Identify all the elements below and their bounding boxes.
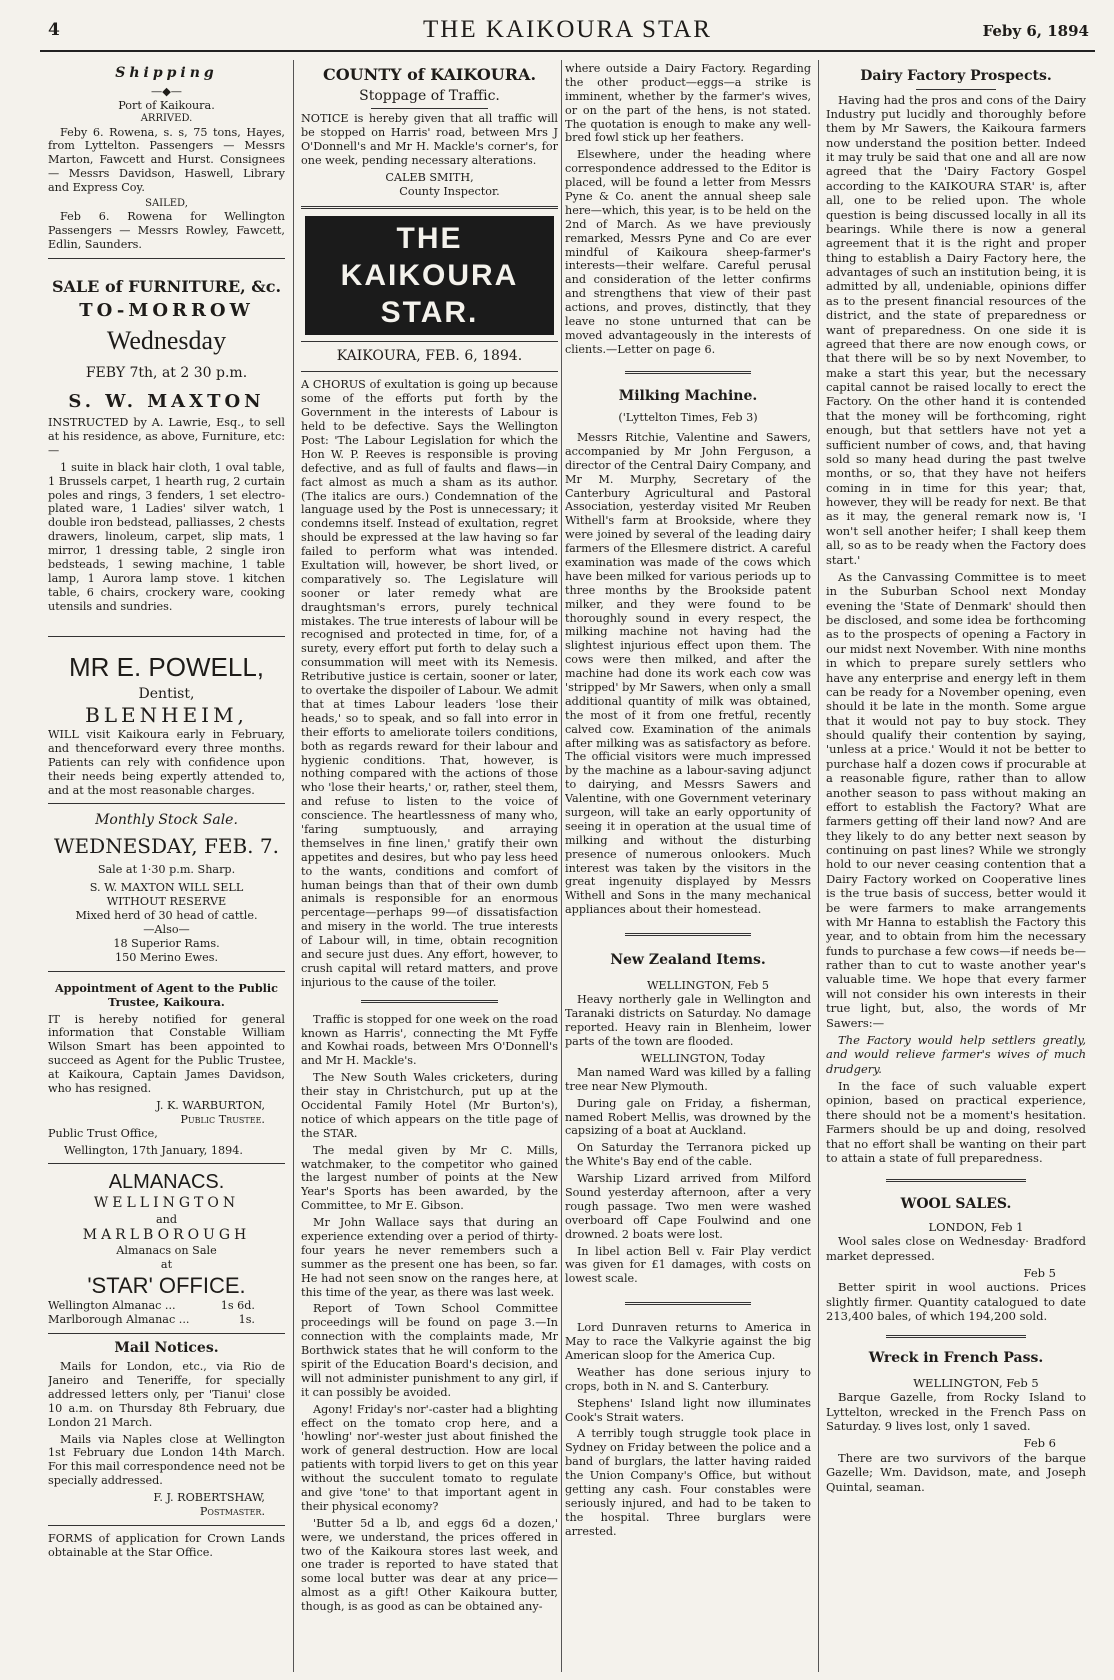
county-role: County Inspector. <box>399 184 500 198</box>
news-paragraph: Elsewhere, under the heading where correspondence addressed to the Editor is placed, will be found a letter from Messrs Pyne & Co. anent the annual sheep sale here—which, this year, is to be held on the 2nd of March. As we have previously remarked, Messrs Pyne and Co are ever mindful of Kaikoura sheep-farmer's interests—their welfare. Careful perusal and consideration of the letter confirms and strengthens that view of their past actions, and proves, distinctly, that they leave no stone unturned that can be moved advantageously in the interests of clients.—Letter on page 6. <box>565 148 811 356</box>
county-signature: CALEB SMITH, <box>385 170 474 184</box>
dairy-quote: The Factory would help settlers greatly, and would relieve farmer's wives of much drudgery. <box>826 1032 1086 1076</box>
sailed-label: SAILED, <box>145 197 188 209</box>
shipping-section <box>48 65 285 252</box>
local-items <box>301 1013 558 1614</box>
county-notice <box>301 65 558 199</box>
wool-heading: WOOL SALES. <box>900 1196 1012 1213</box>
wreck-heading: Wreck in French Pass. <box>868 1350 1044 1367</box>
price-item: Marlborough Almanac ... <box>48 1312 190 1326</box>
column-1 <box>48 62 285 1672</box>
news-paragraph: Lord Dunraven returns to America in May to race the Valkyrie against the big American sloop for the America Cup. <box>565 1321 811 1362</box>
wool-paragraph: Wool sales close on Wednesday· Bradford market depressed. <box>826 1234 1086 1263</box>
dentist-name: MR E. POWELL, <box>68 651 265 682</box>
price-row <box>48 1299 285 1313</box>
sale-items: 1 suite in black hair cloth, 1 oval table, 1 Brussels carpet, 1 hearth rug, 2 curtain poles and rings, 3 fenders, 1 set electro-plated ware, 1 Ladies' silver watch, 1 double iron bedstead, palliasses, 2 chests drawers, linoleum, carpet, slip mats, 1 mirror, 1 dressing table, 2 single iron bedsteads, 1 sewing machine, 1 table lamp, 1 Aurora lamp stove. 1 kitchen table, 6 chairs, crockery ware, cooking utensils and sundries. <box>48 460 285 613</box>
dateline: WELLINGTON, Feb 5 <box>646 979 770 993</box>
stock-item: 18 Superior Rams. <box>113 937 220 951</box>
dairy-text: In the face of such valuable expert opinion, based on practical experience, there should not be a moment's hesitation. Farmers should be up and doing, resolved that no effort shall be wanting on their part to attain a state of full preparedness. <box>826 1079 1086 1165</box>
county-sub: Stoppage of Traffic. <box>359 87 500 104</box>
rule <box>301 206 558 209</box>
rule <box>48 1525 285 1526</box>
rule <box>48 1163 285 1164</box>
trustee-heading: Appointment of Agent to the Public Trustee, Kaikoura. <box>55 980 278 1009</box>
issue-date: Feby 6, 1894 <box>982 22 1089 40</box>
rule <box>371 108 488 109</box>
stock-sale-ad <box>48 812 285 964</box>
mail-signature: F. J. ROBERTSHAW, <box>153 1491 265 1505</box>
mail-text: Mails via Naples close at Wellington 1st February due London 14th March. For this mail correspondence need not be specially addressed. <box>48 1432 285 1488</box>
furniture-sale-ad <box>48 277 285 614</box>
page-number: 4 <box>48 20 60 40</box>
news-paragraph: 'Butter 5d a lb, and eggs 6d a dozen,' were, we understand, the prices offered in two of the Kaikoura stores last week, and one trader is reported to have stated that some local butter was dear at any price—almost as a gift! Other Kaikoura butter, though, is as good as can be obtained any- <box>301 1516 558 1614</box>
wool-sales <box>826 1196 1086 1323</box>
stock-line1: S. W. MAXTON WILL SELL <box>89 881 244 895</box>
rule <box>301 371 558 372</box>
county-heading: COUNTY of KAIKOURA. <box>322 65 537 84</box>
price-item: Wellington Almanac ... <box>48 1298 176 1312</box>
almanacs-ad <box>48 1170 285 1326</box>
rule <box>48 258 285 259</box>
rule <box>301 341 558 342</box>
rule <box>916 89 996 90</box>
news-paragraph: The New South Wales cricketers, during their stay in Christchurch, put up at the Occidental Family Hotel (Mr Burton's), notice of which appears on the title page of the STAR. <box>301 1071 558 1140</box>
nz-paragraph: Man named Ward was killed by a falling tree near New Plymouth. <box>565 1065 811 1093</box>
rule <box>886 1335 1026 1338</box>
nz-paragraph: In libel action Bell v. Fair Play verdict was given for £1 damages, with costs on lowest scale. <box>565 1244 811 1286</box>
sailed-text: Feb 6. Rowena for Wellington Passengers — Messrs Rowley, Fawcett, Edlin, Saunders. <box>48 210 285 252</box>
column-divider <box>293 60 294 1672</box>
almanacs-wellington: WELLINGTON <box>93 1195 240 1212</box>
stock-line2: WITHOUT RESERVE <box>106 895 227 909</box>
newspaper-title: THE KAIKOURA STAR <box>423 16 712 43</box>
trustee-text: IT is hereby notified for general information that Constable William Wilson Smart has been appointed to succeed as Agent for the Public Trustee, at Kaikoura, Captain James Davidson, who has resigned. <box>48 1012 285 1096</box>
arrived-label: ARRIVED. <box>140 113 193 125</box>
news-paragraph: Agony! Friday's nor'-caster had a blighting effect on the tomato crop here, and a 'howling' nor'-wester just about finished the work of general destruction. How are local patients with torpid livers to get on this year without the succulent tomato to regulate and give 'tone' to that important agent in their physical economy? <box>301 1402 558 1513</box>
forms-notice: FORMS of application for Crown Lands obtainable at the Star Office. <box>48 1531 285 1559</box>
dateline: WELLINGTON, Feb 5 <box>913 1375 1039 1390</box>
column-3 <box>565 62 811 1672</box>
dateline: LONDON, Feb 1 <box>928 1219 1024 1234</box>
column-4 <box>826 62 1086 1672</box>
dateline: Feb 5 <box>1023 1265 1056 1280</box>
news-paragraph: Stephens' Island light now illuminates Cook's Strait waters. <box>565 1396 811 1424</box>
stock-date: WEDNESDAY, FEB. 7. <box>54 833 279 858</box>
editorial-text: A CHORUS of exultation is going up because some of the efforts put forth by the Government in the interests of Labour is held to be defective. Says the Wellington Post: 'The Labour Legislation for which the Hon W. P. Reeves is responsible is proving defective, and as full of faults and flaws—in fact almost as much a sham as its author. (The italics are ours.) Condemnation of the language used by the Post is unnecessary; it condemns itself. Instead of exultation, regret should be expressed at the law having so far failed to perform what was intended. Exultation will, however, be short lived, or comparatively so. The Legislature will sooner or later remedy what are draughtsman's errors, purely technical mistakes. The true interests of labour will be recognised and protected in time, for, of a surety, every effort put forth to delay such a consummation will meet with its Nemesis. Retributive justice is certain, sooner or later, to overtake the dispoiler of Labour. We admit that at times Labour leaders 'lose their heads,' so to speak, and so fall into error in their efforts to ameliorate toilers conditions, both as regards reward for their labour and hygienic conditions. That, however, is nothing compared with the actions of those who 'lose their hearts,' or, rather, steel them, and refuse to listen to the voice of conscience. The heartlessness of many who, 'faring sumptuously, and arraying themselves in fine linen,' gratify their own appetites and desires, but who pay less heed to the wants, conditions and comfort of human beings than that of their own dumb animals is responsible for an enormous percentage—perhaps 99—of dissatisfaction and misery in the world. The true interests of Labour will, in time, obtain recognition and secure just dues. Any effort, however, to crush capital will retard matters, and prove injurious to the cause of the toiler. <box>301 378 558 989</box>
sale-instructions: INSTRUCTED by A. Lawrie, Esq., to sell at his residence, as above, Furniture, etc:— <box>48 416 285 457</box>
rule <box>48 1333 285 1334</box>
trustee-notice <box>48 982 285 1158</box>
rule <box>48 636 285 637</box>
nz-paragraph: Warship Lizard arrived from Milford Sound yesterday afternoon, after a very rough passage. Two men were washed overboard off Cape Foulwind and one drowned. 2 boats were lost. <box>565 1172 811 1241</box>
stock-item: —Also— <box>143 923 190 937</box>
almanacs-heading: ALMANACS. <box>108 1171 225 1194</box>
news-paragraph: Weather has done serious injury to crops, both in N. and S. Canterbury. <box>565 1365 811 1393</box>
milking-text: Messrs Ritchie, Valentine and Sawers, accompanied by Mr John Ferguson, a director of the Central Dairy Company, and Mr M. Murphy, Secretary of the Canterbury Agricultural and Pastoral Association, yesterday visited Mr Reuben Withell's farm at Brookside, where they were joined by several of the leading dairy farmers of the Ellesmere district. A careful examination was made of the cows which have been milked for various periods up to three months by the Brookside patent milker, and they were found to be thoroughly sound in every respect, the milking machine not having had the slightest injurious effect upon them. The cows were then milked, and after the machine had done its work each cow was 'stripped' by Mr Sawers, when only a small additional quantity of milk was obtained, the most of it from one fretful, recently calved cow. Examination of the animals after milking was as satisfactory as before. The official visitors were much impressed by the machine as a labour-saving adjunct to dairying, and Messrs Sawers and Valentine, with one Government veterinary surgeon, will take an early opportunity of seeing it in operation at the usual time of milking and without the disturbing presence of numerous onlookers. Much interest was taken by the visitors in the great ingenuity displayed by Messrs Withell and Sons in the many mechanical appliances about their homestead. <box>565 430 811 917</box>
news-paragraph: A terribly tough struggle took place in Sydney on Friday between the police and a band of burglars, the latter having raided the Union Company's Office, but without getting any cash. Four constables were seriously injured, and had to be taken to the hospital. Three burglars were arrested. <box>565 1427 811 1538</box>
dentist-title: Dentist, <box>138 685 195 702</box>
rule <box>625 1302 751 1305</box>
almanacs-office: 'STAR' OFFICE. <box>87 1272 246 1298</box>
dentist-place: BLENHEIM, <box>85 703 248 728</box>
mail-text: Mails for London, etc., via Rio de Janeiro and Teneriffe, for specially addressed letters only, per 'Tianui' close 10 a.m. on Thursday 8th February, due London 21 March. <box>48 1360 285 1429</box>
sale-day: Wednesday <box>106 326 227 356</box>
dentist-ad <box>48 651 285 798</box>
stock-heading: Monthly Stock Sale. <box>95 812 238 829</box>
port-heading: Port of Kaikoura. <box>118 99 215 113</box>
milking-heading: Milking Machine. <box>618 387 758 404</box>
dateline: WELLINGTON, Today <box>641 1051 765 1065</box>
rule <box>886 1179 1026 1182</box>
mail-notices <box>48 1340 285 1519</box>
wool-paragraph: Better spirit in wool auctions. Prices slightly firmer. Quantity catalogued to date 213,400 bales, of which 194,200 sold. <box>826 1280 1086 1323</box>
almanacs-marlborough: MARLBOROUGH <box>82 1226 251 1243</box>
column-2 <box>301 62 558 1672</box>
mail-role: Postmaster. <box>199 1504 265 1518</box>
dairy-text: As the Canvassing Committee is to meet in the Suburban School next Monday evening the 'State of Denmark' should then be disclosed, and some idea be forthcoming as to the prospects of opening a Factory in our midst next November. With nine months in which to prepare surely settlers who have any enterprise and energy left in them can be ready for a November opening, even should it be late in the month. Some argue that it would not pay to buy stock. They should qualify their contention by saying, 'unless at a price.' Would it not be better to purchase half a dozen cows if procurable at a reasonable figure, rather than to allow another season to pass without making an effort to establish the Factory? What are farmers getting off their land now? And are they likely to do any better next season by continuing on past lines? While we strongly hold to our never ceasing contention that a Dairy Factory worked on Cooperative lines is the true basis of success, better would it be were farmers to make arrangements with Mr Hanna to establish the Factory this year, and to obtain from him the necessary funds to purchase a few cows—if needs be—rather than to cut to waste another year's valuable time. We hope that every farmer will not consider his own interests in their true light, but, also, the words of Mr Sawers:— <box>826 569 1086 1030</box>
trustee-signature: J. K. WARBURTON, <box>156 1098 265 1112</box>
dairy-heading: Dairy Factory Prospects. <box>860 68 1052 84</box>
rule <box>625 933 751 936</box>
almanacs-and: and <box>155 1212 178 1226</box>
sale-heading: SALE of FURNITURE, &c. <box>51 277 282 297</box>
masthead <box>40 14 1095 52</box>
dateline: Feb 6 <box>1023 1436 1056 1451</box>
trustee-place-date: Wellington, 17th January, 1894. <box>64 1143 243 1157</box>
column-divider <box>561 60 562 1672</box>
dairy-text: Having had the pros and cons of the Dairy Industry put lucidly and thoroughly before them by Mr Sawers, the Kaikoura farmers now understand the position better. Indeed it may truly be said that one and all are now agreed that the 'Dairy Factory Gospel according to the KAIKOURA STAR' is, after all, one to be relied upon. The whole question is being discussed locally in all its bearings. While there is now a general agreement that it is the right and proper thing to establish a Dairy Factory here, the advantages of such an institution being, it is admitted by all, undeniable, opinions differ as to the present financial resources of the district, and the state of preparedness or want of preparedness. On one side it is agreed that there are now enough cows, or that there will be so by next November, to make a start this year, but the necessary capital cannot be raised locally to erect the Factory. On the other hand it is contended that the money will be forthcoming, right enough, but that settlers have not yet a sufficient number of cows, and, that having sold so many head during the past twelve months, or so, that they have not heifers coming in in time for this year; that, however, they will be ready for next. Be that as it may, the general remark now is, 'I won't sell another heifer; I shall keep them all, so as to be ready when the Factory does start.' <box>826 92 1086 567</box>
wreck-article <box>826 1350 1086 1494</box>
stock-item: Mixed herd of 30 head of cattle. <box>75 909 258 923</box>
nz-paragraph: On Saturday the Terranora picked up the White's Bay end of the cable. <box>565 1141 811 1169</box>
wreck-paragraph: There are two survivors of the barque Gazelle; Wm. Davidson, mate, and Joseph Quintal, seaman. <box>826 1450 1086 1494</box>
county-text: NOTICE is hereby given that all traffic will be stopped on Harris' road, between Mrs J O'Donnell's and Mr H. Mackle's corner's, for one week, pending necessary alterations. <box>301 112 558 167</box>
nz-paragraph: During gale on Friday, a fisherman, named Robert Mellis, was drowned by the capsizing of a boat at Auckland. <box>565 1096 811 1138</box>
mail-heading: Mail Notices. <box>114 1339 219 1356</box>
dairy-article <box>826 68 1086 1165</box>
nz-heading: New Zealand Items. <box>610 952 766 969</box>
news-paragraph: The medal given by Mr C. Mills, watchmaker, to the competitor who gained the largest number of points at the New Year's Sports has been awarded, by the Committee, to Mr E. Gibson. <box>301 1143 558 1213</box>
stock-time: Sale at 1·30 p.m. Sharp. <box>97 862 236 876</box>
sale-auctioneer: S. W. MAXTON <box>68 390 265 412</box>
rule <box>48 971 285 972</box>
continued-text: where outside a Dairy Factory. Regarding the other product—eggs—a strike is imminent, whether by the farmer's wives, or on the part of the hens, is not stated. The quotation is enough to make any well-bred fowl stick up her feathers. <box>565 62 811 145</box>
rule <box>625 371 751 374</box>
price-value: 1s 6d. <box>220 1298 255 1312</box>
rule <box>48 803 285 804</box>
newspaper-banner: THE KAIKOURA STAR. <box>305 216 554 336</box>
arrived-text: Feby 6. Rowena, s. s, 75 tons, Hayes, from Lyttelton. Passengers — Messrs Marton, Fawcett and Hurst. Consignees— Messrs Davidson, Haswell, Library and Express Coy. <box>48 125 285 195</box>
price-value: 1s. <box>238 1312 255 1326</box>
trustee-role: Public Trustee. <box>180 1112 265 1126</box>
almanacs-at: at <box>160 1257 173 1271</box>
sale-tomorrow: TO-MORROW <box>79 299 254 321</box>
milking-article <box>565 388 811 917</box>
trustee-office: Public Trust Office, <box>48 1126 158 1140</box>
milking-source: ('Lyttelton Times, Feb 3) <box>618 411 758 425</box>
wreck-paragraph: Barque Gazelle, from Rocky Island to Lyttelton, wrecked in the French Pass on Saturday. 9 lives lost, only 1 saved. <box>826 1390 1086 1433</box>
almanacs-sub: Almanacs on Sale <box>116 1243 217 1257</box>
editorial-dateline: KAIKOURA, FEB. 6, 1894. <box>336 348 523 365</box>
nz-items <box>565 952 811 1286</box>
news-paragraph: Traffic is stopped for one week on the road known as Harris', connecting the Mt Fyffe and Kowhai roads, between Mrs O'Donnell's and Mr H. Mackle's. <box>301 1012 558 1068</box>
shipping-heading: Shipping <box>115 65 218 81</box>
stock-item: 150 Merino Ewes. <box>114 950 219 964</box>
news-paragraph: Report of Town School Committee proceedings will be found on page 3.—In connection with the complaints made, Mr Borthwick states that he will conform to the spirit of the Education Board's decision, and will not administer punishment to any girl, if it can possibly be avoided. <box>301 1302 558 1399</box>
sale-date: FEBY 7th, at 2 30 p.m. <box>85 365 248 382</box>
dentist-text: WILL visit Kaikoura early in February, and thenceforward every three months. Patients can rely with confidence upon their needs being expertly attended to, and at the most reasonable charges. <box>48 727 285 797</box>
nz-paragraph: Heavy northerly gale in Wellington and Taranaki districts on Saturday. No damage reported. Heavy rain in Blenheim, lower parts of the town are flooded. <box>565 993 811 1049</box>
price-row <box>48 1313 285 1327</box>
ornament-divider: —◆— <box>151 85 182 99</box>
rule <box>361 1000 498 1003</box>
column-divider <box>818 60 819 1672</box>
news-paragraph: Mr John Wallace says that during an experience extending over a period of thirty-four years he never remembers such a summer as the present one has been, so far. He had not seen snow on the ranges here, at this time of the year, as there was last week. <box>301 1216 558 1299</box>
